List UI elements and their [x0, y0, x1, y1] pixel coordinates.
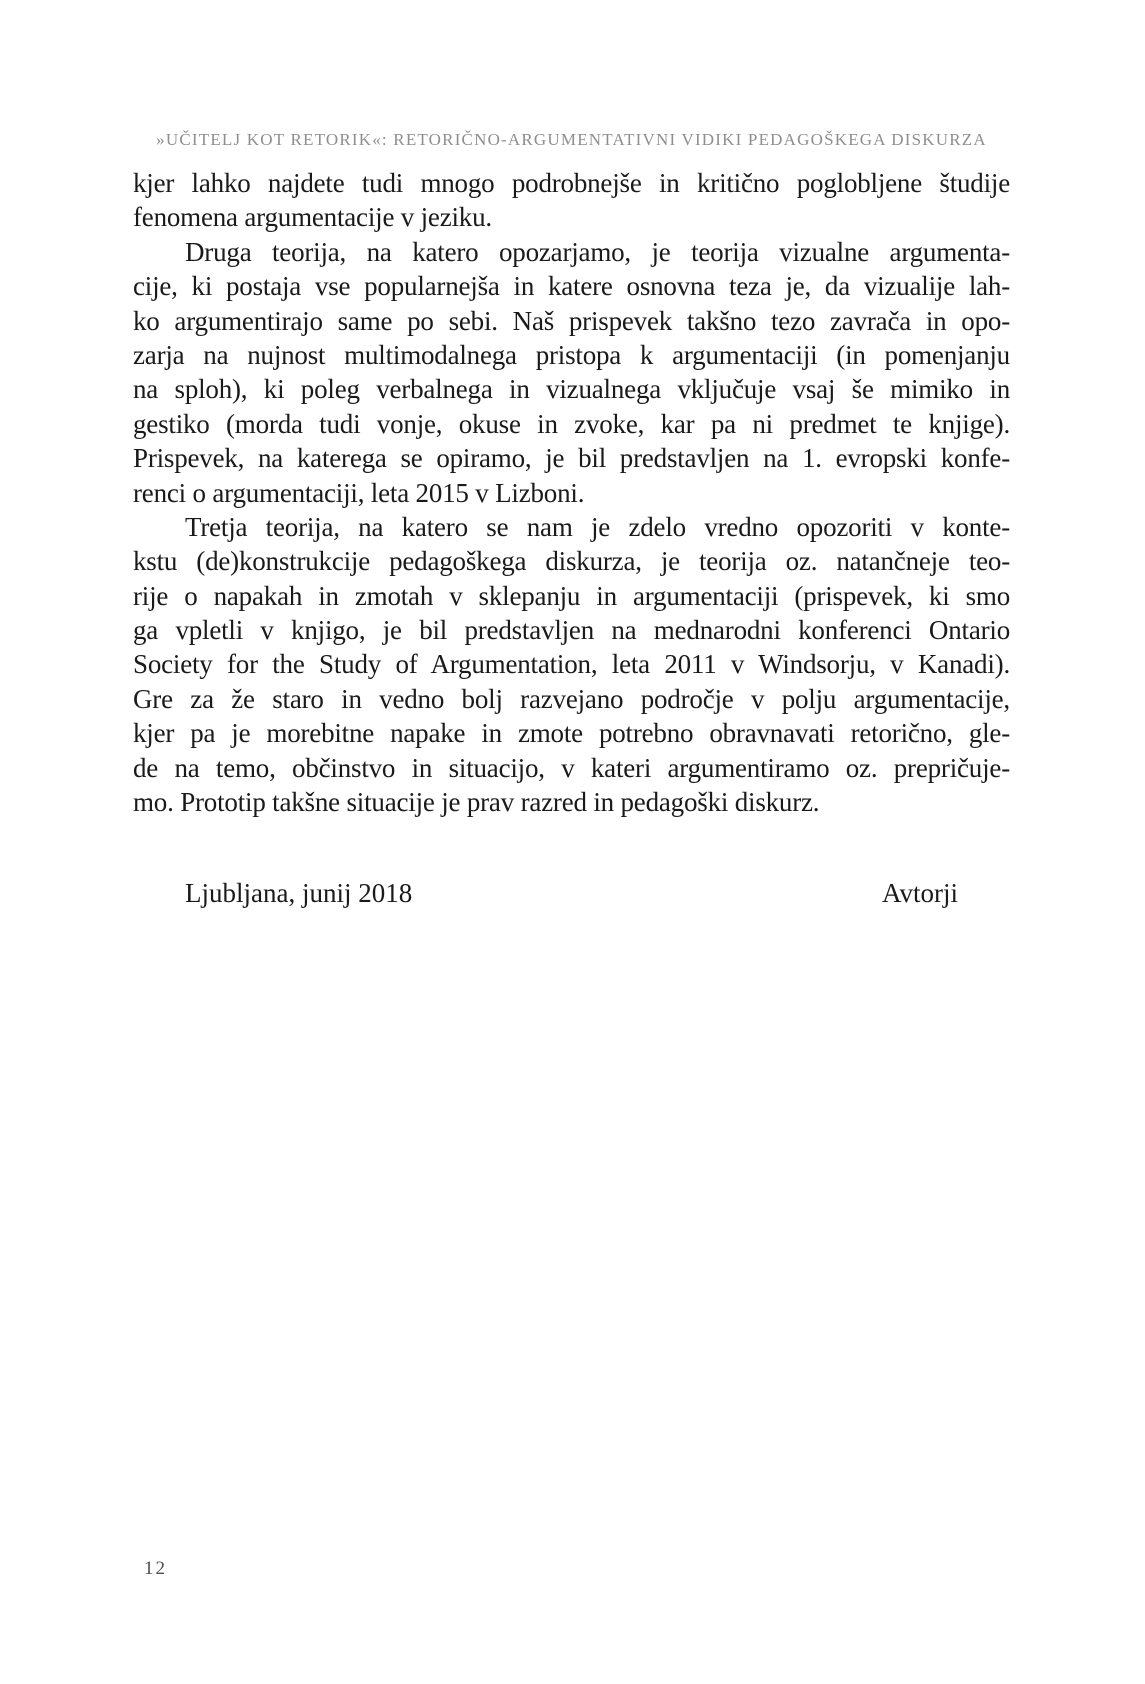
body-text [133, 166, 1010, 819]
text-line: na sploh), ki poleg verbalnega in vizualnega vključuje vsaj še mimiko in [133, 374, 1010, 405]
text-line: Druga teorija, na katero opozarjamo, je teorija vizualne argumenta- [185, 236, 1010, 267]
text-line: mo. Prototip takšne situacije je prav razred in pedagoški diskurz. [133, 787, 820, 818]
text-line: de na temo, občinstvo in situacijo, v kateri argumentiramo oz. prepričuje- [133, 752, 1010, 783]
running-header: »UČITELJ KOT RETORIK«: RETORIČNO-ARGUMENTATIVNI VIDIKI PEDAGOŠKEGA DISKURZA [156, 130, 987, 149]
page-number: 12 [144, 1558, 167, 1579]
text-line: renci o argumentaciji, leta 2015 v Lizboni. [133, 477, 585, 508]
paragraph [133, 166, 1010, 235]
text-line: rije o napakah in zmotah v sklepanju in argumentaciji (prispevek, ki smo [133, 580, 1010, 611]
text-line: zarja na nujnost multimodalnega pristopa k argumentaciji (in pomenjanju [133, 339, 1010, 370]
text-line: ko argumentirajo same po sebi. Naš prispevek takšno tezo zavrača in opo- [133, 305, 1010, 336]
text-line: Society for the Study of Argumentation, leta 2011 v Windsorju, v Kanadi). [133, 649, 1010, 680]
text-line: Gre za že staro in vedno bolj razvejano področje v polju argumentacije, [133, 683, 1010, 714]
text-line: fenomena argumentacije v jeziku. [133, 202, 492, 233]
signoff-row [133, 876, 1010, 910]
text-line: cije, ki postaja vse popularnejša in katere osnovna teza je, da vizualije lah- [133, 271, 1010, 302]
text-line: ga vpletli v knjigo, je bil predstavljen na mednarodni konferenci Ontario [133, 615, 1010, 646]
text-line: Tretja teorija, na katero se nam je zdelo vredno opozoriti v konte- [185, 511, 1010, 542]
signoff-author: Avtorji [882, 878, 958, 908]
text-line: gestiko (morda tudi vonje, okuse in zvoke, kar pa ni predmet te knjige). [133, 408, 1010, 439]
text-line: kjer pa je morebitne napake in zmote potrebno obravnavati retorično, gle- [133, 718, 1010, 749]
signoff-place-date: Ljubljana, junij 2018 [185, 878, 413, 908]
paragraph [133, 235, 1010, 510]
text-line: kstu (de)konstrukcije pedagoškega diskurza, je teorija oz. natančneje teo- [133, 546, 1010, 577]
text-line: kjer lahko najdete tudi mnogo podrobnejše in kritično poglobljene študije [133, 168, 1010, 198]
paragraph [133, 510, 1010, 820]
text-line: Prispevek, na katerega se opiramo, je bil predstavljen na 1. evropski konfe- [133, 443, 1010, 474]
